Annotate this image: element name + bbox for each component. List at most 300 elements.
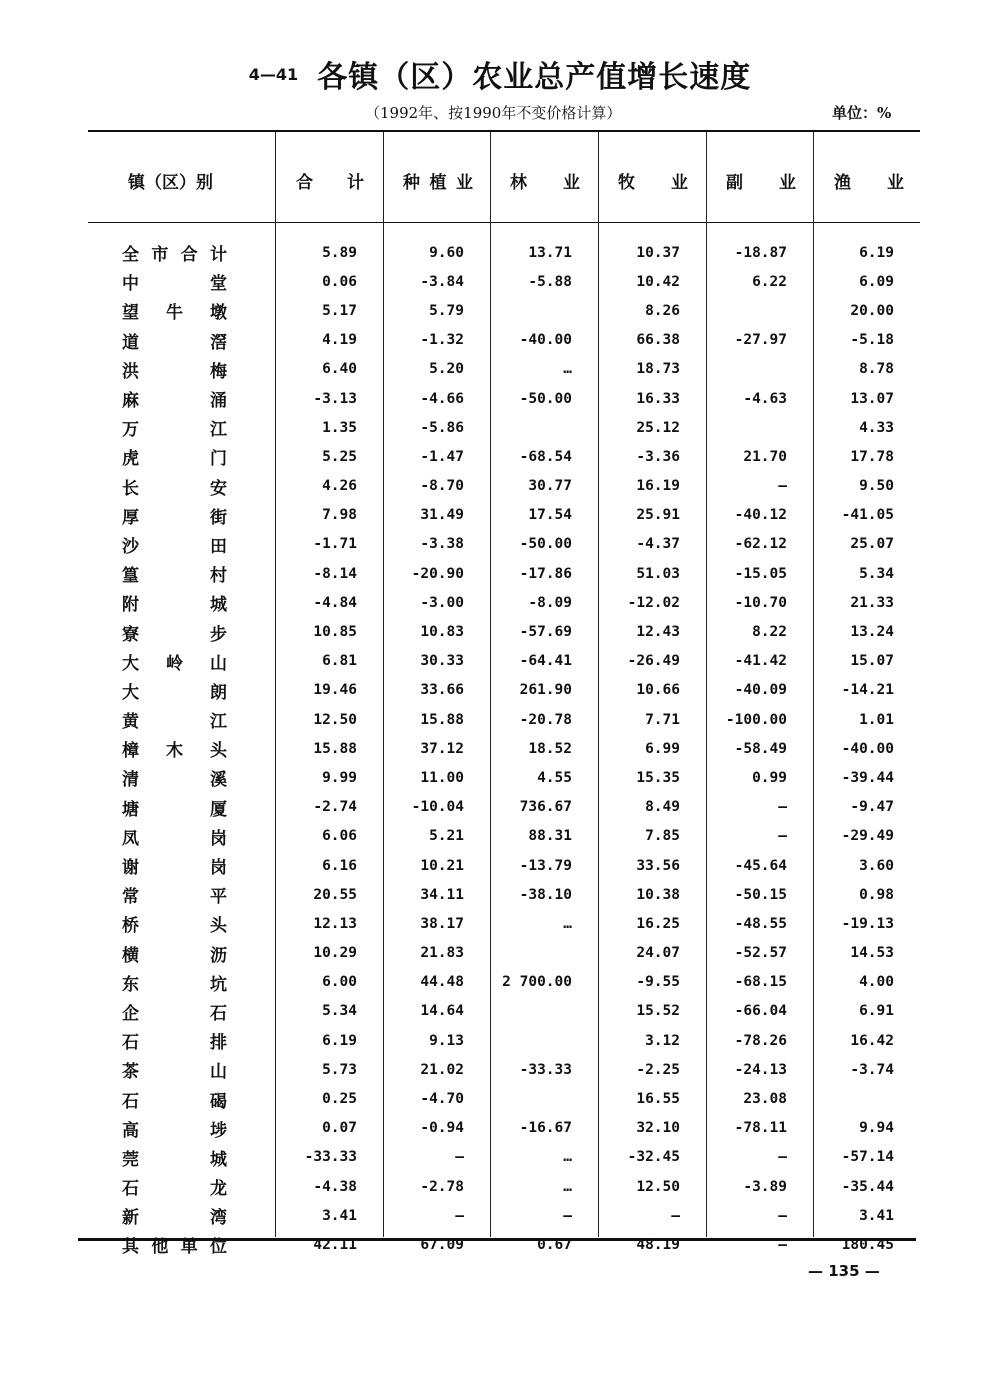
cell-value: 9.60 [429,244,464,261]
table-row [100,1201,920,1230]
town-name-char: 横 [122,945,139,966]
cell-value: 0.06 [322,273,357,290]
town-name-char: 田 [210,536,227,557]
cell-value: 10.29 [313,945,357,962]
cell-value: 17.78 [850,448,894,465]
town-name-char: 合 [180,245,198,266]
cell-value: -58.49 [734,740,787,757]
cell-value: -41.05 [841,507,894,524]
cell-value: 16.33 [636,390,680,407]
cell-value: -52.57 [734,945,787,962]
table-row [100,734,920,763]
cell-value: 1.35 [322,419,357,436]
cell-value: 6.19 [859,244,894,261]
town-name-text [122,795,227,820]
town-name-text [122,386,227,411]
cell-value: 12.43 [636,624,680,641]
town-name-char: 厚 [122,507,139,528]
cell-value: 11.00 [420,769,464,786]
cell-value: 12.50 [636,1178,680,1195]
town-name [100,1172,275,1201]
town-name-text [122,532,227,557]
cell-value: 14.53 [850,945,894,962]
town-name-text [122,707,227,732]
cell-value: -40.00 [519,332,572,349]
table-row [100,763,920,792]
cell-value: -5.88 [528,273,572,290]
town-name-char: 湾 [210,1208,227,1229]
town-name [100,559,275,588]
town-name-char: 碣 [210,1091,227,1112]
cell-value: 44.48 [420,974,464,991]
cell-value: 33.56 [636,857,680,874]
cell-value: -41.42 [734,653,787,670]
table-row [100,442,920,471]
cell-value: 32.10 [636,1120,680,1137]
cell-value: -4.70 [420,1091,464,1108]
cell-value: … [563,1149,572,1166]
town-name-char: 寮 [122,624,139,645]
town-name-text [122,269,227,294]
town-name [100,326,275,355]
cell-value [490,1084,598,1113]
cell-value: 16.19 [636,478,680,495]
cell-value: -3.89 [743,1178,787,1195]
town-name-text [122,415,227,440]
cell-value: -1.47 [420,448,464,465]
cell-value: -0.94 [420,1120,464,1137]
cell-value: 21.83 [420,945,464,962]
town-name-text [122,620,227,645]
town-name-char: 清 [122,770,139,791]
header-char: 牧 [618,173,635,193]
town-name-char: 新 [122,1208,139,1229]
header-forestry [510,168,580,193]
cell-value: -4.63 [743,390,787,407]
cell-value: -24.13 [734,1061,787,1078]
table-row [100,851,920,880]
cell-value: 5.21 [429,828,464,845]
header-rule [88,222,920,223]
table-row [100,501,920,530]
header-town: 镇（区）别 [128,173,213,193]
cell-value: -64.41 [519,653,572,670]
header-char: 林 [510,173,527,193]
cell-value: 23.08 [743,1091,787,1108]
cell-value: … [563,915,572,932]
town-name-char: 沙 [122,536,139,557]
cell-value: 6.16 [322,857,357,874]
cell-value: 20.00 [850,302,894,319]
cell-value: 0.07 [322,1120,357,1137]
town-name-char: 沥 [210,945,227,966]
cell-value: 7.71 [645,711,680,728]
town-name-char: 他 [151,1237,169,1258]
cell-value: -68.15 [734,974,787,991]
cell-value: 34.11 [420,886,464,903]
cell-value: 6.22 [752,273,787,290]
table-row [100,238,920,267]
town-name-text [122,328,227,353]
cell-value: 6.91 [859,1003,894,1020]
town-name [100,1143,275,1172]
cell-value: 38.17 [420,915,464,932]
cell-value: 8.49 [645,799,680,816]
cell-value: 6.00 [322,974,357,991]
cell-value: -2.78 [420,1178,464,1195]
town-name-char: 山 [210,653,227,674]
table-row [100,793,920,822]
cell-value: -16.67 [519,1120,572,1137]
cell-value: -5.86 [420,419,464,436]
table-row [100,705,920,734]
town-name [100,472,275,501]
town-name-char: 洪 [122,361,139,382]
table-title-text: 各镇（区）农业总产值增长速度 [317,60,752,95]
cell-value: 88.31 [528,828,572,845]
town-name [100,1055,275,1084]
cell-value: -4.66 [420,390,464,407]
town-name [100,355,275,384]
cell-value: 24.07 [636,945,680,962]
cell-value: 10.38 [636,886,680,903]
town-name-text [122,882,227,907]
town-name-char: 中 [122,274,139,295]
town-name-char: 平 [210,887,227,908]
cell-value: 10.83 [420,624,464,641]
cell-value: 18.73 [636,361,680,378]
town-name-char: 樟 [122,741,139,762]
town-name-char: 位 [209,1237,227,1258]
table-row [100,647,920,676]
town-name-text [122,1203,227,1228]
town-name [100,267,275,296]
town-name-char: 滘 [210,332,227,353]
town-name-char: 牛 [166,303,183,324]
cell-value: 42.11 [313,1236,357,1253]
town-name-text [122,503,227,528]
cell-value: 1.01 [859,711,894,728]
town-name-char: 市 [151,245,169,266]
town-name-char: 篁 [122,566,139,587]
table-row [100,822,920,851]
cell-value: 25.12 [636,419,680,436]
town-name [100,588,275,617]
town-name [100,851,275,880]
town-name-char: 谢 [122,858,139,879]
town-name-text [122,999,227,1024]
cell-value: — [671,1207,680,1224]
cell-value: 13.71 [528,244,572,261]
header-char: 副 [726,173,743,193]
header-char: 业 [887,173,904,193]
cell-value: — [778,1207,787,1224]
town-name-text [122,590,227,615]
cell-value: -26.49 [627,653,680,670]
town-name [100,763,275,792]
table-row [100,997,920,1026]
town-name [100,822,275,851]
town-name-char: 虎 [122,449,139,470]
cell-value: -40.09 [734,682,787,699]
town-name-text [122,357,227,382]
table-row [100,588,920,617]
cell-value: -32.45 [627,1149,680,1166]
cell-value: -15.05 [734,565,787,582]
cell-value: 30.77 [528,478,572,495]
table-row [100,326,920,355]
cell-value: 3.12 [645,1032,680,1049]
cell-value: 7.98 [322,507,357,524]
cell-value: -8.14 [313,565,357,582]
cell-value [490,296,598,325]
cell-value: -13.79 [519,857,572,874]
town-name-char: 城 [210,595,227,616]
cell-value: 51.03 [636,565,680,582]
town-name [100,968,275,997]
cell-value: — [455,1149,464,1166]
cell-value: 15.88 [313,740,357,757]
town-name [100,442,275,471]
cell-value: -33.33 [304,1149,357,1166]
cell-value: 3.41 [322,1207,357,1224]
town-name-text [122,240,227,265]
cell-value: 10.21 [420,857,464,874]
town-name-text [122,970,227,995]
town-name-text [122,1116,227,1141]
town-name-char: 埗 [210,1120,227,1141]
cell-value: 33.66 [420,682,464,699]
town-name-char: 江 [210,420,227,441]
cell-value: -3.00 [420,594,464,611]
cell-value: 25.07 [850,536,894,553]
cell-value [490,1026,598,1055]
cell-value: — [778,828,787,845]
town-name [100,1114,275,1143]
town-name-char: 道 [122,332,139,353]
town-name-char: 企 [122,1003,139,1024]
town-name-char: 涌 [210,391,227,412]
cell-value: — [563,1207,572,1224]
cell-value: 6.19 [322,1032,357,1049]
table-row [100,968,920,997]
town-name-text [122,1174,227,1199]
cell-value: 5.34 [859,565,894,582]
cell-value: 0.67 [537,1236,572,1253]
table-row [100,1172,920,1201]
town-name-char: 石 [210,1003,227,1024]
town-name-char: 黄 [122,712,139,733]
town-name-text [122,298,227,323]
table-title [0,52,1000,96]
town-name-text [122,765,227,790]
cell-value: 13.07 [850,390,894,407]
cell-value: 12.50 [313,711,357,728]
cell-value: -2.74 [313,799,357,816]
cell-value: 4.00 [859,974,894,991]
unit-label: 单位：% [832,104,892,122]
cell-value: 3.60 [859,857,894,874]
cell-value: -10.70 [734,594,787,611]
town-name-char: 高 [122,1120,139,1141]
cell-value: 0.25 [322,1091,357,1108]
town-name-char: 头 [210,916,227,937]
town-name-text [122,1028,227,1053]
town-name-text [122,824,227,849]
town-name-char: 木 [166,741,183,762]
cell-value: 6.81 [322,653,357,670]
cell-value: -100.00 [725,711,787,728]
cell-value: -66.04 [734,1003,787,1020]
cell-value: 16.55 [636,1091,680,1108]
cell-value: 261.90 [519,682,572,699]
town-name-char: 龙 [210,1179,227,1200]
town-name [100,1026,275,1055]
table-row [100,384,920,413]
cell-value: 9.94 [859,1120,894,1137]
table-row [100,1143,920,1172]
cell-value: -5.18 [850,332,894,349]
town-name-char: 村 [210,566,227,587]
town-name-char: 全 [122,245,139,266]
town-name [100,793,275,822]
town-name-char: 石 [122,1179,139,1200]
cell-value: 0.98 [859,886,894,903]
town-name-char: 东 [122,974,139,995]
cell-value: 8.22 [752,624,787,641]
cell-value: 4.26 [322,478,357,495]
cell-value [706,413,813,442]
town-name-char: 茶 [122,1062,139,1083]
cell-value [490,997,598,1026]
cell-value: 18.52 [528,740,572,757]
cell-value: -4.84 [313,594,357,611]
cell-value: 16.25 [636,915,680,932]
table-row [100,1230,920,1259]
town-name-text [122,911,227,936]
cell-value: 8.78 [859,361,894,378]
cell-value: 15.07 [850,653,894,670]
cell-value: 10.42 [636,273,680,290]
cell-value: -50.00 [519,536,572,553]
cell-value: 3.41 [859,1207,894,1224]
cell-value: 8.26 [645,302,680,319]
cell-value: 12.13 [313,915,357,932]
header-char: 植 [429,173,447,193]
town-name [100,530,275,559]
town-name-char: 常 [122,887,139,908]
town-name-char: 堂 [210,274,227,295]
cell-value: -57.69 [519,624,572,641]
cell-value: 5.25 [322,448,357,465]
cell-value: 5.34 [322,1003,357,1020]
cell-value: 31.49 [420,507,464,524]
page-number: — 135 — [808,1262,880,1280]
town-name-char: 桥 [122,916,139,937]
cell-value: -78.26 [734,1032,787,1049]
cell-value: -1.71 [313,536,357,553]
cell-value [490,939,598,968]
town-name-text [122,474,227,499]
table-row [100,617,920,646]
town-name-char: 坑 [210,974,227,995]
cell-value: — [778,478,787,495]
header-char: 渔 [834,173,851,193]
town-name-char: 凤 [122,828,139,849]
cell-value: 2 700.00 [502,974,572,991]
cell-value: 736.67 [519,799,572,816]
town-name-char: 安 [210,478,227,499]
cell-value [706,296,813,325]
cell-value: -3.74 [850,1061,894,1078]
table-row [100,267,920,296]
cell-value: -12.02 [627,594,680,611]
cell-value: -4.38 [313,1178,357,1195]
town-name-char: 岗 [210,828,227,849]
cell-value: -48.55 [734,915,787,932]
cell-value: -62.12 [734,536,787,553]
town-name [100,617,275,646]
town-name-char: 岭 [166,653,183,674]
cell-value: 10.85 [313,624,357,641]
town-name-char: 溪 [210,770,227,791]
town-name-char: 其 [122,1237,139,1258]
cell-value: -50.00 [519,390,572,407]
cell-value: 25.91 [636,507,680,524]
cell-value: -27.97 [734,332,787,349]
cell-value: -9.55 [636,974,680,991]
table-row [100,530,920,559]
town-name-char: 石 [122,1091,139,1112]
cell-value: 10.37 [636,244,680,261]
town-name-char: 大 [122,682,139,703]
cell-value: -20.90 [411,565,464,582]
cell-value: 5.73 [322,1061,357,1078]
town-name-char: 江 [210,712,227,733]
cell-value: 14.64 [420,1003,464,1020]
table-number: 4—41 [248,64,299,84]
cell-value: -29.49 [841,828,894,845]
town-name-char: 附 [122,595,139,616]
cell-value: — [778,799,787,816]
header-char: 种 [403,173,420,193]
town-name-char: 石 [122,1033,139,1054]
table-row [100,676,920,705]
cell-value: 0.99 [752,769,787,786]
cell-value: -57.14 [841,1149,894,1166]
header-livestock [618,168,688,193]
table-row [100,909,920,938]
town-name-text [122,649,227,674]
cell-value: 15.52 [636,1003,680,1020]
cell-value: — [778,1149,787,1166]
cell-value: -19.13 [841,915,894,932]
cell-value: -3.84 [420,273,464,290]
cell-value: -45.64 [734,857,787,874]
town-name [100,705,275,734]
cell-value: 15.88 [420,711,464,728]
town-name-char: 排 [210,1033,227,1054]
town-name-text [122,561,227,586]
cell-value: 37.12 [420,740,464,757]
cell-value: 5.89 [322,244,357,261]
cell-value: -1.32 [420,332,464,349]
table-row [100,472,920,501]
cell-value: -78.11 [734,1120,787,1137]
town-name [100,647,275,676]
cell-value: 19.46 [313,682,357,699]
cell-value: 13.24 [850,624,894,641]
